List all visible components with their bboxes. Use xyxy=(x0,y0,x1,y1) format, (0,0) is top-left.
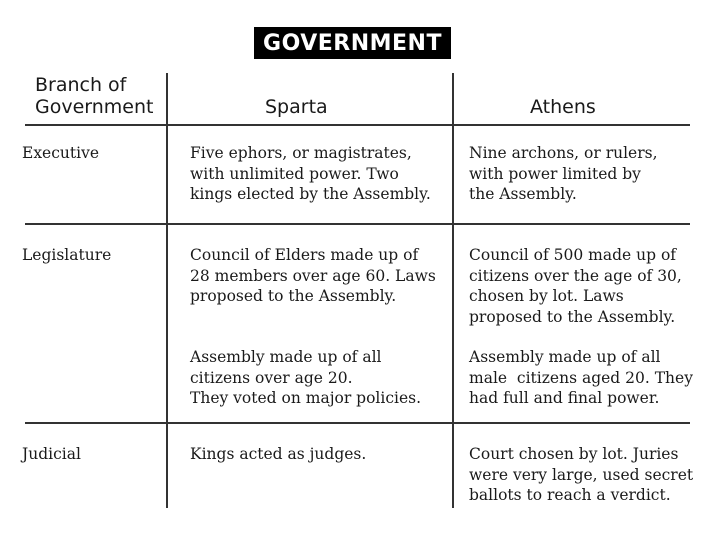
athens-judicial: Court chosen by lot. Juries were very large, used secret ballots to reach a verdict. xyxy=(469,445,694,504)
column-divider-left xyxy=(166,73,168,508)
branch-executive: Executive xyxy=(22,144,100,162)
sparta-executive: Five ephors, or magistrates, with unlimited power. Two kings elected by the Assembly. xyxy=(190,144,431,203)
column-divider-right xyxy=(452,73,454,508)
row-divider-1 xyxy=(25,223,690,225)
branch-judicial: Judicial xyxy=(22,445,81,463)
table-title xyxy=(254,27,451,59)
sparta-judicial: Kings acted as judges. xyxy=(190,445,367,463)
athens-legislature-assembly: Assembly made up of all male citizens aged 20. They had full and final power. xyxy=(469,348,693,407)
athens-legislature-council: Council of 500 made up of citizens over the age of 30, chosen by lot. Laws proposed to the Assembly. xyxy=(469,246,682,326)
branch-legislature: Legislature xyxy=(22,246,112,264)
header-branch: Branch of Government xyxy=(35,74,154,118)
row-divider-2 xyxy=(25,422,690,424)
sparta-legislature-assembly: Assembly made up of all citizens over age 20. They voted on major policies. xyxy=(190,348,422,407)
row-divider-header xyxy=(25,124,690,126)
athens-executive: Nine archons, or rulers, with power limited by the Assembly. xyxy=(469,144,658,203)
sparta-legislature-council: Council of Elders made up of 28 members over age 60. Laws proposed to the Assembly. xyxy=(190,246,436,305)
header-athens: Athens xyxy=(530,96,596,118)
title-text: GOVERNMENT xyxy=(263,30,442,56)
header-sparta: Sparta xyxy=(265,96,328,118)
